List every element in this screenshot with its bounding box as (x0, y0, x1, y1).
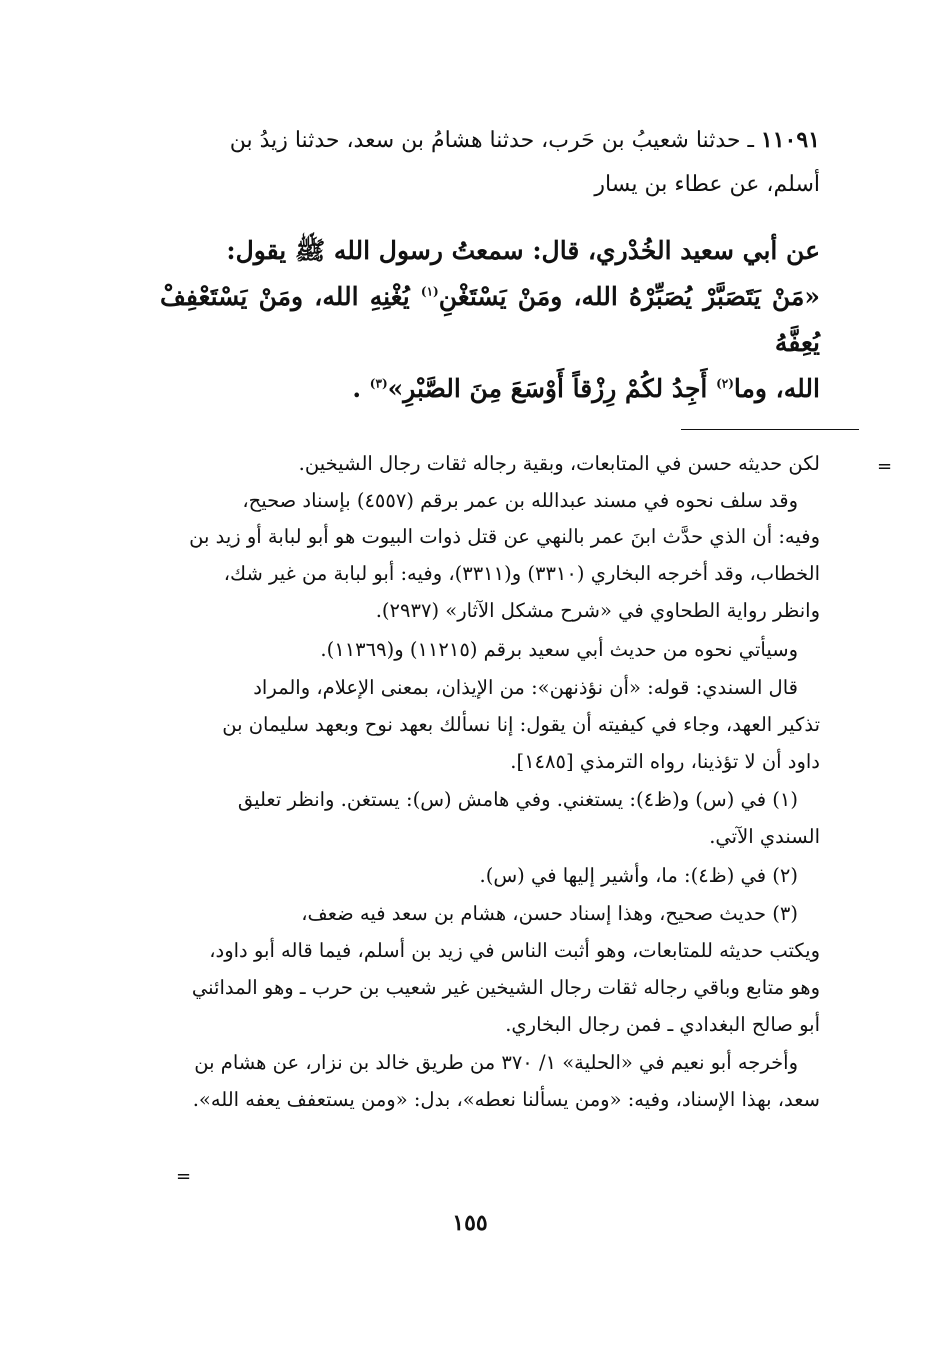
footnote-line: وقد سلف نحوه في مسند عبدالله بن عمر برقم (٤٥٥٧) بإسناد صحيح، (242, 488, 798, 512)
footnotes-block (160, 446, 820, 1119)
footnote-divider (681, 429, 859, 430)
footnote-line: وهو متابع وباقي رجاله ثقات رجال الشيخين غير شعيب بن حرب ـ وهو المدائني (191, 975, 820, 999)
hadith-line-3a: الله، وما (733, 374, 820, 403)
footnote-line: وفيه: أن الذي حدَّث ابنَ عمر بالنهي عن قتل ذوات البيوت هو أبو لبابة أو زيد بن (189, 525, 820, 549)
hadith-text (160, 228, 820, 412)
hadith-line-3c: . (352, 374, 362, 403)
footnote-line: تذكير العهد، وجاء في كيفيته أن يقول: إنا نسألك بعهد نوح وبعهد سليمان بن (222, 712, 820, 736)
footnote-ref-2[interactable]: (٢) (716, 376, 734, 391)
footnote-line: ويكتب حديثه للمتابعات، وهو أثبت الناس في زيد بن أسلم، فيما قاله أبو داود، (209, 939, 820, 963)
footnote-1: (١) في (س) و(ظ٤): يستغني. وفي هامش (س): يستغن. وانظر تعليق (237, 788, 798, 812)
hadith-line-3 (160, 366, 820, 412)
footnote-line: وأخرجه أبو نعيم في «الحلية» ١/ ٣٧٠ من طريق خالد بن نزار، عن هشام بن (194, 1051, 798, 1075)
hadith-number: ١١٠٩١ (760, 127, 820, 153)
footnote-line: وسيأتي نحوه من حديث أبي سعيد برقم (١١٢١٥) و(١١٣٦٩). (320, 637, 798, 661)
continuation-mark-bottom: = (176, 1166, 192, 1187)
isnad-line-1 (160, 118, 820, 163)
hadith-line-1: عن أبي سعيد الخُدْري، قال: سمعتُ رسول الله ﷺ يقول: (226, 236, 820, 265)
footnote-ref-1[interactable]: (١) (420, 284, 439, 299)
isnad-text-1: ـ حدثنا شعيبُ بن حَرب، حدثنا هشامُ بن سعد، حدثنا زيدُ بن (229, 128, 754, 153)
footnote-2: (٢) في (ظ٤): ما، وأشير إليها في (س). (479, 863, 798, 887)
isnad-block (160, 118, 820, 207)
footnote-line: وانظر رواية الطحاوي في «شرح مشكل الآثار» (٢٩٣٧). (375, 598, 820, 622)
hadith-line-3b: أَجِدُ لكُمْ رِزْقاً أَوْسَعَ مِنَ الصَّبْرِ» (387, 374, 708, 403)
isnad-line-2: أسلم، عن عطاء بن يسار (594, 172, 820, 197)
continuation-mark-top: = (877, 456, 893, 477)
footnote-line: قال السندي: قوله: «أن نؤذنهن»: من الإيذان، بمعنى الإعلام، والمراد (253, 676, 798, 700)
footnote-line: الخطاب، وقد أخرجه البخاري (٣٣١٠) و(٣٣١١)، وفيه: أبو لبابة من غير شك، (223, 562, 820, 586)
footnote-line: داود أن لا تؤذينا، رواه الترمذي [١٤٨٥]. (510, 749, 820, 773)
footnote-ref-3[interactable]: (٣) (369, 376, 388, 391)
hadith-line-2b: يُغْنِهِ الله، ومَنْ يَسْتَعْفِفْ يُعِفَّهُ (160, 282, 820, 357)
footnote-line: السندي الآتي. (709, 825, 820, 849)
footnote-line: لكن حديثه حسن في المتابعات، وبقية رجاله ثقات رجال الشيخين. (298, 452, 820, 475)
page-number: ١٥٥ (452, 1210, 488, 1236)
hadith-line-2 (160, 274, 820, 366)
footnote-line: أبو صالح البغدادي ـ فمن رجال البخاري. (505, 1012, 820, 1036)
footnote-line: سعد، بهذا الإسناد، وفيه: «ومن يسألنا نعطه»، بدل: «ومن يستعفف يعفه الله». (192, 1087, 820, 1111)
footnote-3: (٣) حديث صحيح، وهذا إسناد حسن، هشام بن سعد فيه ضعف، (301, 902, 798, 926)
hadith-line-2a: «مَنْ يَتَصَبَّرْ يُصَبِّرْهُ الله، ومَنْ يَسْتَغْنِ (438, 282, 820, 311)
